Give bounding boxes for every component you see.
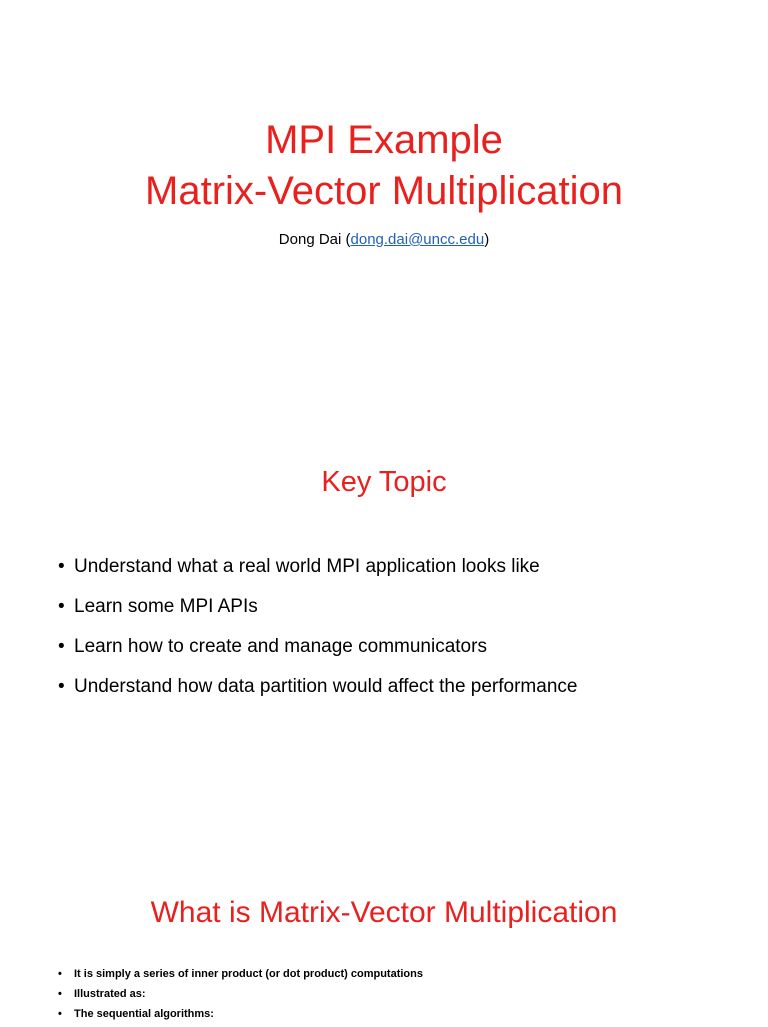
bullet-text: Learn how to create and manage communicators <box>74 636 487 657</box>
bullet-item <box>58 635 577 659</box>
author-line <box>0 229 768 251</box>
bullet-item <box>58 1007 423 1021</box>
bullet-item <box>58 967 423 981</box>
bullet-text: Illustrated as: <box>74 988 146 1000</box>
bullet-item <box>58 555 577 579</box>
author-name: Dong Dai <box>278 231 342 248</box>
bullet-text: It is simply a series of inner product (or dot product) computations <box>74 968 423 980</box>
bullet-text: Understand what a real world MPI application looks like <box>74 556 540 577</box>
bullet-item <box>58 675 577 699</box>
bullet-item <box>58 987 423 1001</box>
bullet-text: The sequential algorithms: <box>74 1008 214 1020</box>
bullet-text: Understand how data partition would affect the performance <box>74 676 578 697</box>
key-topic-slide <box>0 440 768 740</box>
author-paren-close: ) <box>484 231 490 248</box>
bullet-marker: • <box>58 968 62 980</box>
author-email-link[interactable]: dong.dai@uncc.edu <box>350 231 485 248</box>
title-slide <box>0 0 768 300</box>
bullet-marker: • <box>58 676 65 697</box>
author-paren-open: ( <box>345 231 351 248</box>
bullet-list <box>58 967 423 1027</box>
bullet-marker: • <box>58 596 65 617</box>
bullet-marker: • <box>58 988 62 1000</box>
bullet-marker: • <box>58 556 65 577</box>
slide-heading: Key Topic <box>321 466 447 498</box>
bullet-marker: • <box>58 636 65 657</box>
bullet-text: Learn some MPI APIs <box>74 596 258 617</box>
bullet-item <box>58 595 577 619</box>
bullet-marker: • <box>58 1008 62 1020</box>
definition-slide <box>0 880 768 1024</box>
slide-title-line-2: Matrix-Vector Multiplication <box>145 169 623 213</box>
slide-title-line-1: MPI Example <box>265 118 503 162</box>
slide-heading: What is Matrix-Vector Multiplication <box>150 896 618 929</box>
bullet-list <box>58 555 577 715</box>
